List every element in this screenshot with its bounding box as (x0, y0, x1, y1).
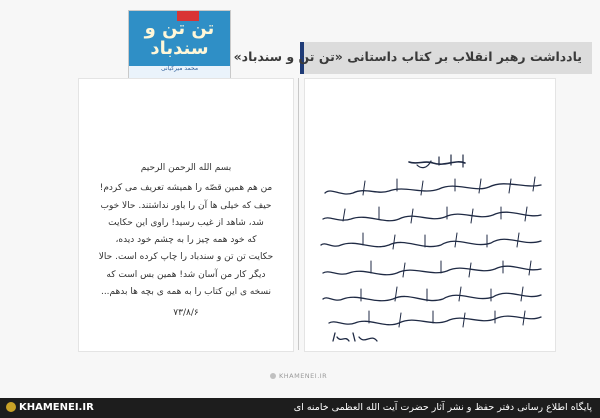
cover-author: محمد میرکیانی (160, 65, 199, 72)
typed-line: من هم همین قصّه را همیشه تعریف می کردم! (99, 183, 273, 194)
typed-line: شد، شاهد از غیب رسید! راوی این حکایت (108, 217, 264, 228)
cover-title-line1: تن تن و (144, 18, 215, 39)
footer-logo-text: KHAMENEI.IR (19, 402, 94, 413)
cover-title (133, 19, 226, 59)
footer-logo[interactable] (6, 402, 94, 413)
watermark (270, 372, 327, 380)
handwritten-note-panel (304, 78, 556, 352)
typed-line: حیف که خیلی ها آن را باور نداشتند. حالا خوب (100, 200, 272, 211)
typed-line: نسخه ی این کتاب را به همه ی بچه ها بدهم... (100, 287, 272, 298)
title-bar (233, 42, 592, 74)
typed-note-panel (78, 78, 294, 352)
typed-line: که خود همه چیز را به چشم خود دیده، (115, 235, 257, 246)
typed-note (89, 160, 283, 323)
typed-date: ۷۳/۸/۶ (173, 308, 199, 319)
typed-basmala: بسم الله الرحمن الرحیم (140, 163, 232, 173)
cover-title-line2: سندباد (150, 38, 209, 59)
typed-line: دیگر کار من آسان شد! همین بس است که (106, 269, 266, 280)
handwritten-signature (305, 79, 555, 351)
footer-caption: پایگاه اطلاع رسانی دفتر حفظ و نشر آثار حضرت آیت الله العظمی خامنه ای (293, 402, 592, 413)
footer-bar (0, 398, 600, 418)
site-logo-icon (6, 402, 16, 412)
panel-divider (298, 78, 299, 350)
typed-line: حکایت تن تن و سندباد را چاپ کرده است. حالا (98, 252, 274, 263)
page-title: یادداشت رهبر انقلاب بر کتاب داستانی «تن تن و سندباد» (233, 49, 582, 64)
watermark-text: KHAMENEI.IR (279, 372, 328, 380)
watermark-logo-icon (270, 373, 276, 379)
